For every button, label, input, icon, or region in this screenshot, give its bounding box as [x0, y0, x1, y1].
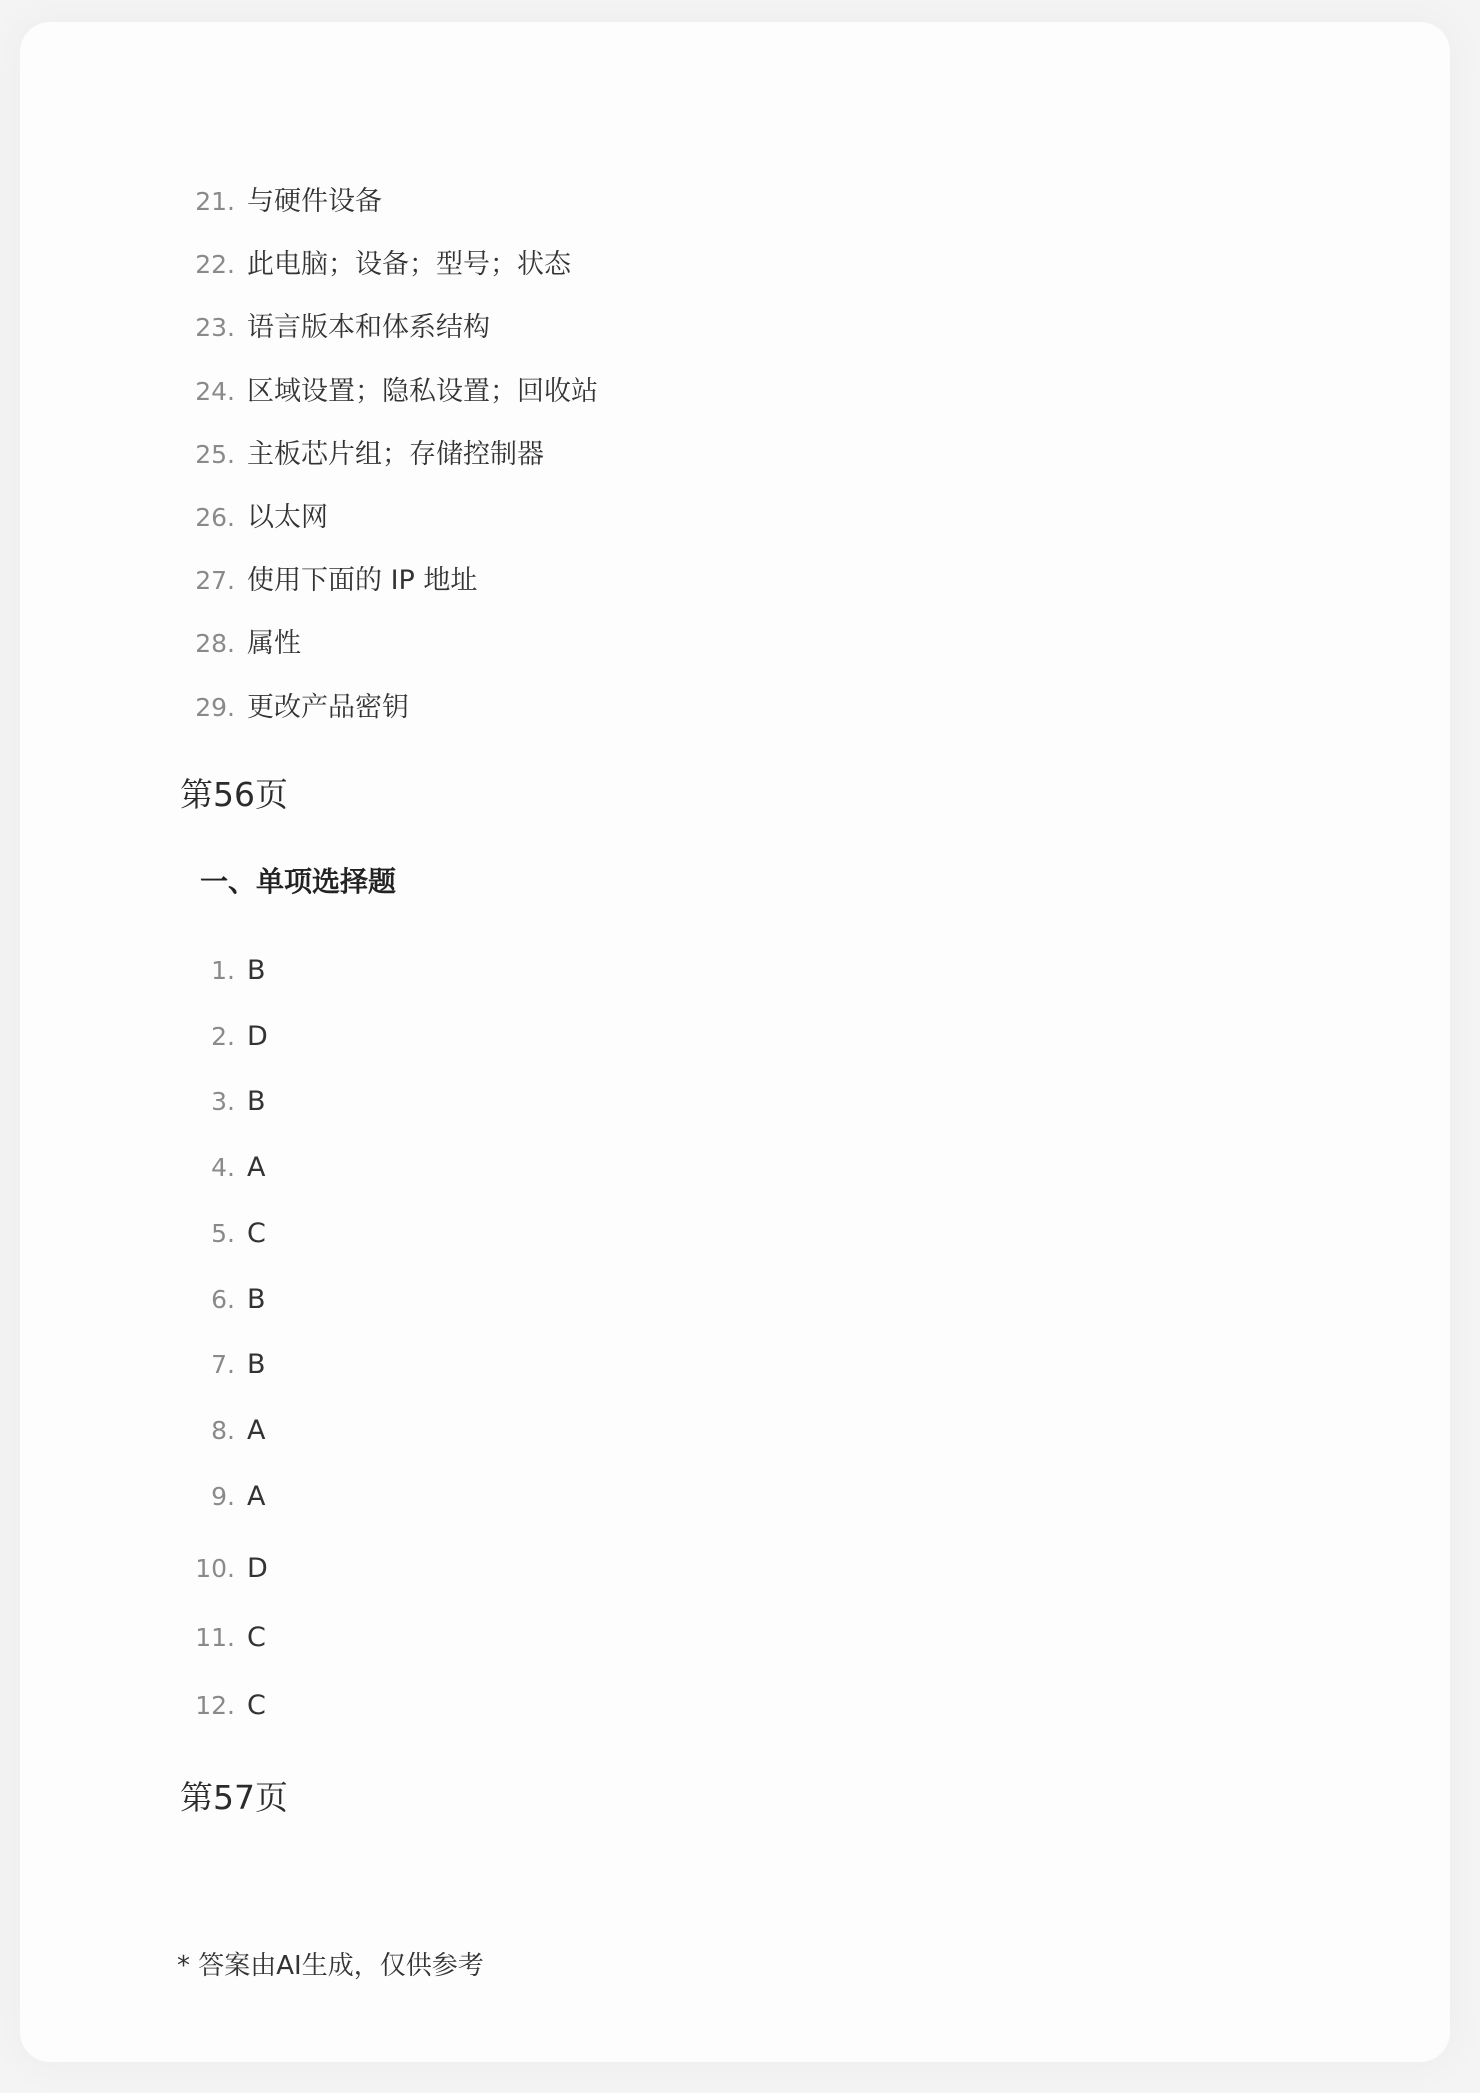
answer-item [140, 1017, 268, 1057]
answer-value: A [247, 1152, 266, 1183]
item-text: 以太网 [247, 502, 328, 533]
answer-number: 8. [211, 1416, 235, 1445]
answer-number: 2. [211, 1022, 235, 1051]
list-item [140, 308, 490, 348]
list-item [140, 182, 382, 222]
answer-number: 1. [211, 956, 235, 985]
answer-item [140, 1686, 266, 1726]
answer-item [140, 1280, 266, 1320]
answer-item [140, 1618, 266, 1658]
answer-value: C [247, 1622, 266, 1653]
answer-value: D [247, 1553, 268, 1584]
answer-value: B [247, 955, 266, 986]
item-number: 24. [195, 377, 235, 406]
item-number: 27. [195, 566, 235, 595]
answer-value: C [247, 1218, 266, 1249]
item-number: 29. [195, 693, 235, 722]
item-text: 区域设置；隐私设置；回收站 [247, 376, 598, 407]
answer-number: 3. [211, 1087, 235, 1116]
item-number: 21. [195, 187, 235, 216]
answer-item [140, 1477, 265, 1517]
answer-item [140, 1549, 268, 1589]
answer-number: 11. [195, 1623, 235, 1652]
answer-number: 5. [211, 1219, 235, 1248]
answer-value: B [247, 1349, 266, 1380]
page-title: 第57页 [180, 1778, 288, 1817]
item-number: 25. [195, 440, 235, 469]
answer-value: D [247, 1021, 268, 1052]
answer-value: A [247, 1415, 266, 1446]
answer-item [140, 1148, 265, 1188]
item-text: 属性 [247, 628, 301, 659]
item-text: 与硬件设备 [247, 186, 382, 217]
item-number: 28. [195, 629, 235, 658]
answer-item [140, 951, 266, 991]
ai-disclaimer-note: * 答案由AI生成，仅供参考 [177, 1951, 484, 1981]
list-item [140, 435, 544, 475]
answer-item [140, 1082, 266, 1122]
list-item [140, 245, 571, 285]
answer-value: A [247, 1481, 266, 1512]
answer-value: C [247, 1690, 266, 1721]
item-text: 主板芯片组；存储控制器 [247, 439, 544, 470]
item-text: 语言版本和体系结构 [247, 312, 490, 343]
list-item [140, 561, 477, 601]
list-item [140, 688, 409, 728]
answer-number: 12. [195, 1691, 235, 1720]
answer-value: B [247, 1086, 266, 1117]
page-title: 第56页 [180, 775, 288, 814]
item-number: 26. [195, 503, 235, 532]
answer-item [140, 1345, 266, 1385]
section-title: 一、单项选择题 [200, 865, 397, 898]
answer-number: 6. [211, 1285, 235, 1314]
answer-number: 4. [211, 1153, 235, 1182]
item-number: 22. [195, 250, 235, 279]
list-item [140, 624, 301, 664]
list-item [140, 498, 328, 538]
answer-value: B [247, 1284, 266, 1315]
answer-number: 10. [195, 1554, 235, 1583]
item-text: 此电脑；设备；型号；状态 [247, 249, 571, 280]
answer-item [140, 1214, 266, 1254]
answer-number: 7. [211, 1350, 235, 1379]
item-text: 更改产品密钥 [247, 692, 409, 723]
item-text: 使用下面的 IP 地址 [247, 565, 478, 596]
item-number: 23. [195, 313, 235, 342]
answer-number: 9. [211, 1482, 235, 1511]
list-item [140, 372, 598, 412]
answer-item [140, 1411, 265, 1451]
